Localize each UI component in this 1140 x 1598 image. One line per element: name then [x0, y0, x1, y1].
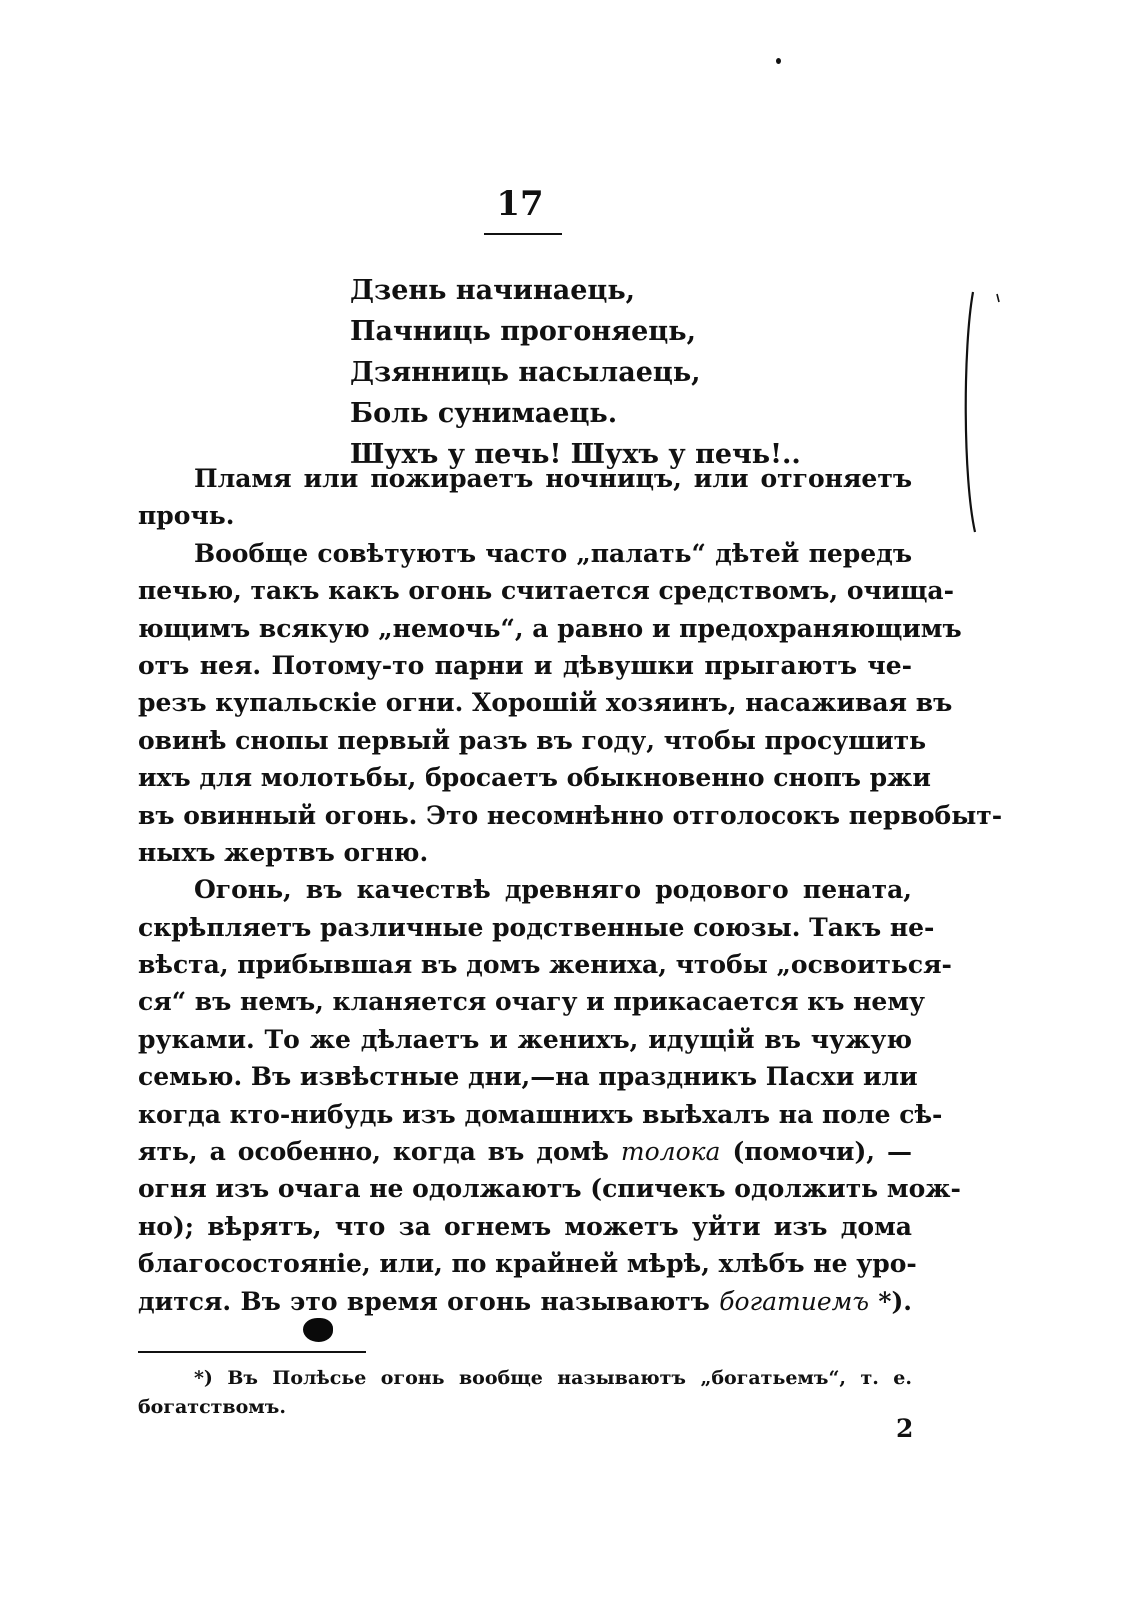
verse-line: Боль сунимаець.	[350, 398, 618, 429]
body-text	[138, 460, 1003, 1320]
text-line: прочь.	[138, 501, 235, 531]
text-fragment: *).	[869, 1286, 912, 1316]
margin-bracket-mark	[963, 288, 1003, 538]
text-line: Пламя или пожираетъ ночницъ, или отгоняетъ	[194, 464, 912, 493]
text-line: руками. То же дѣлаетъ и женихъ, идущій въ чужую	[138, 1024, 912, 1054]
verse-block	[350, 270, 950, 475]
text-line: скрѣпляетъ различные родственные союзы. Такъ не-	[138, 912, 935, 942]
verse-line: Дзень начинаець,	[350, 275, 636, 306]
print-speck	[776, 58, 781, 64]
text-fragment: дится. Въ это время огонь называютъ	[138, 1286, 720, 1316]
text-line: но); вѣрятъ, что за огнемъ можетъ уйти изъ дома	[138, 1211, 912, 1241]
text-fragment: (помочи), —	[720, 1137, 912, 1167]
text-line: ныхъ жертвъ огню.	[138, 837, 429, 867]
italic-term: богатиемъ	[719, 1286, 870, 1316]
verse-line: Шухъ у печь! Шухъ у печь!..	[350, 439, 801, 470]
text-line: резъ купальскіе огни. Хорошій хозяинъ, насаживая въ	[138, 688, 953, 718]
text-line: овинѣ снопы первый разъ въ году, чтобы просушить	[138, 725, 927, 755]
paragraph-2	[138, 535, 1003, 872]
paragraph-3	[138, 871, 961, 1320]
italic-term: толока	[620, 1137, 721, 1167]
text-line: огня изъ очага не одолжаютъ (спичекъ одолжить мож-	[138, 1174, 961, 1204]
footnote-line: *) Въ Полѣсье огонь вообще называютъ „богатьемъ“, т. е.	[194, 1367, 912, 1389]
footnote-rule	[138, 1351, 366, 1353]
ink-blot	[303, 1318, 333, 1342]
text-line: когда кто-нибудь изъ домашнихъ выѣхалъ на поле сѣ-	[138, 1099, 943, 1129]
header-rule	[484, 233, 562, 235]
paragraph-1	[138, 460, 912, 535]
text-line: ся“ въ немъ, кланяется очагу и прикасается къ нему	[138, 987, 926, 1017]
footnote-line: богатствомъ.	[138, 1396, 286, 1418]
text-line: ихъ для молотьбы, бросаетъ обыкновенно снопъ ржи	[138, 763, 931, 793]
text-line	[138, 1283, 912, 1320]
text-line: въ овинный огонь. Это несомнѣнно отголосокъ первобыт-	[138, 800, 1003, 830]
text-line: печью, такъ какъ огонь считается средствомъ, очища-	[138, 576, 954, 606]
text-line: Вообще совѣтуютъ часто „палать“ дѣтей передъ	[194, 538, 912, 568]
text-line: вѣста, прибывшая въ домъ жениха, чтобы „освоиться-	[138, 950, 952, 980]
text-line	[138, 1133, 912, 1170]
text-line: Огонь, въ качествѣ древняго родового пената,	[194, 875, 912, 905]
page-number: 17	[496, 184, 544, 224]
text-line: семью. Въ извѣстные дни,—на праздникъ Пасхи или	[138, 1062, 918, 1092]
text-line: отъ нея. Потому-то парни и дѣвушки прыгаютъ че-	[138, 650, 912, 680]
signature-mark: 2	[896, 1414, 914, 1443]
footnote	[138, 1364, 912, 1422]
text-line: благосостояніе, или, по крайней мѣрѣ, хлѣбъ не уро-	[138, 1249, 917, 1279]
text-line: ющимъ всякую „немочь“, а равно и предохраняющимъ	[138, 613, 962, 643]
verse-line: Дзянниць насылаець,	[350, 357, 701, 388]
verse-line: Пачниць прогоняець,	[350, 316, 696, 347]
text-fragment: ять, а особенно, когда въ домѣ	[138, 1137, 621, 1167]
